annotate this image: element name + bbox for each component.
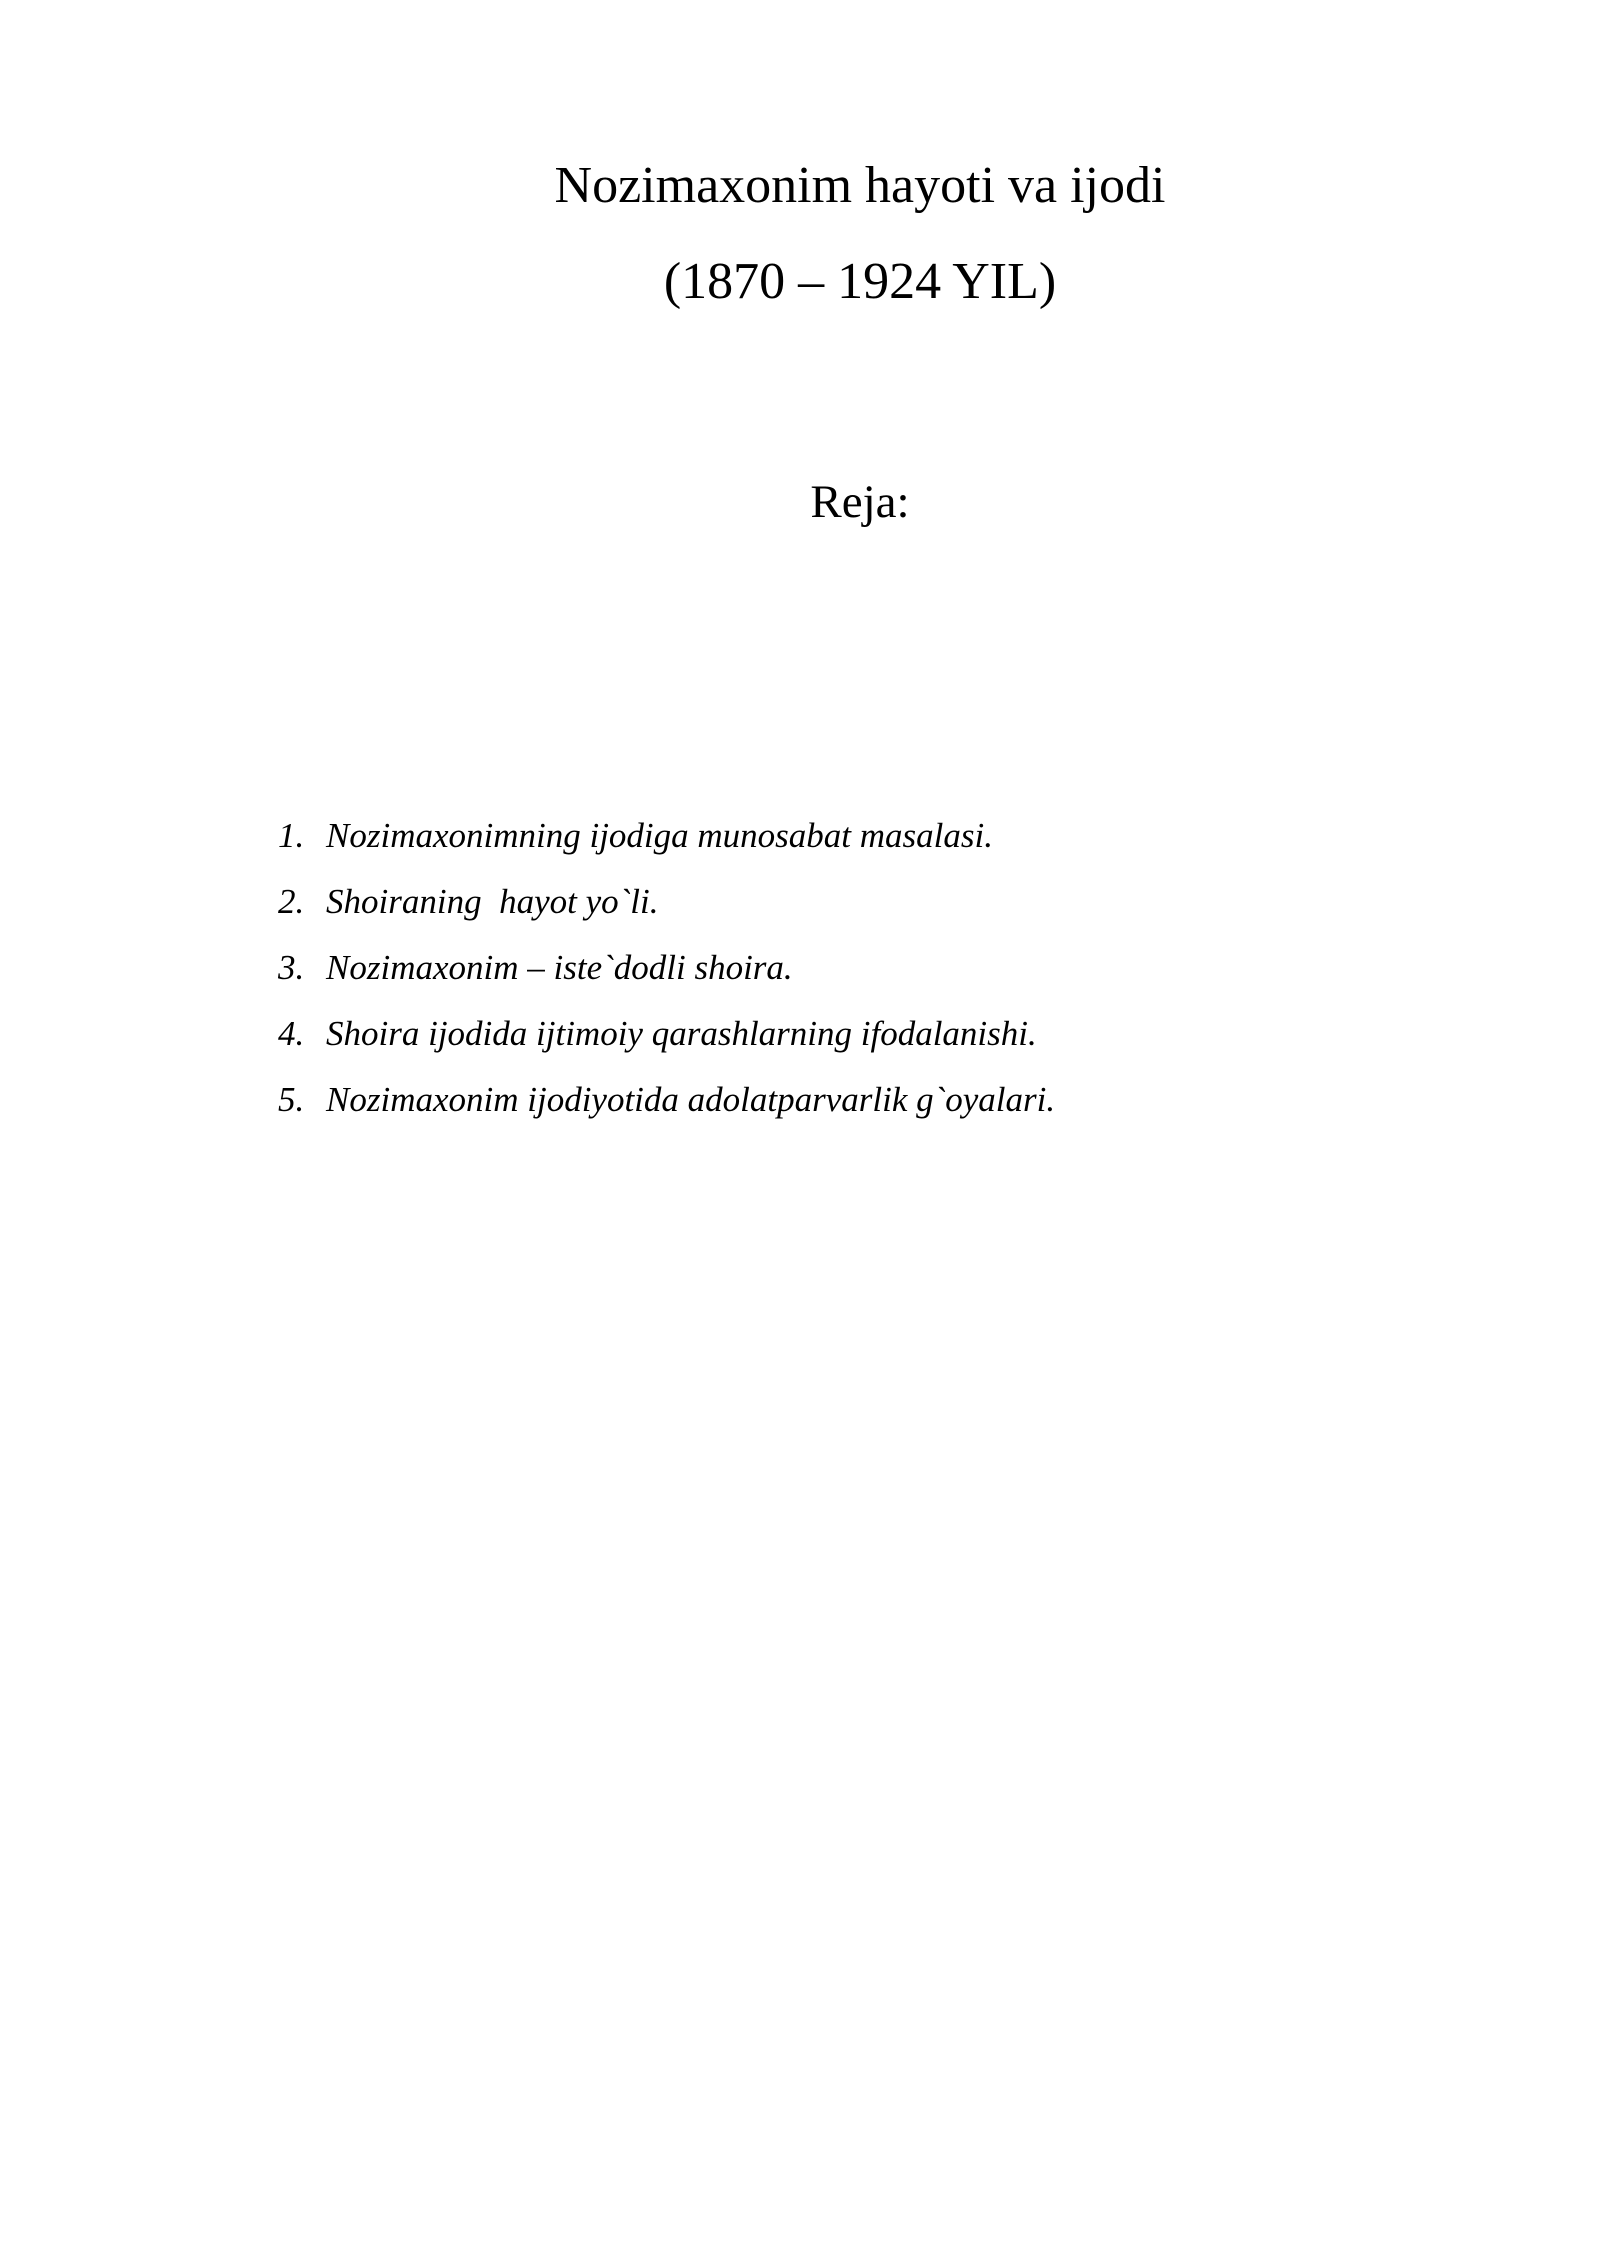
plan-item-number: 3. [278,948,305,987]
plan-item-4 [278,1012,1055,1078]
plan-list [278,814,1055,1144]
plan-item-5 [278,1078,1055,1144]
plan-item-1 [278,814,1055,880]
plan-item-text: Nozimaxonimning ijodiga munosabat masalasi. [326,816,993,855]
plan-item-3 [278,946,1055,1012]
plan-item-text: Shoiraning hayot yo`li. [326,882,659,921]
plan-item-number: 4. [278,1014,305,1053]
plan-item-text: Nozimaxonim ijodiyotida adolatparvarlik g`oyalari. [326,1080,1056,1119]
plan-item-number: 1. [278,816,305,855]
plan-item-text: Shoira ijodida ijtimoiy qarashlarning ifodalanishi. [326,1014,1037,1053]
plan-heading: Reja: [810,476,910,528]
plan-item-2 [278,880,1055,946]
plan-item-number: 2. [278,882,305,921]
plan-item-text: Nozimaxonim – iste`dodli shoira. [326,948,793,987]
document-title: Nozimaxonim hayoti va ijodi [554,157,1166,214]
plan-item-number: 5. [278,1080,305,1119]
document-years: (1870 – 1924 YIL) [663,253,1057,310]
